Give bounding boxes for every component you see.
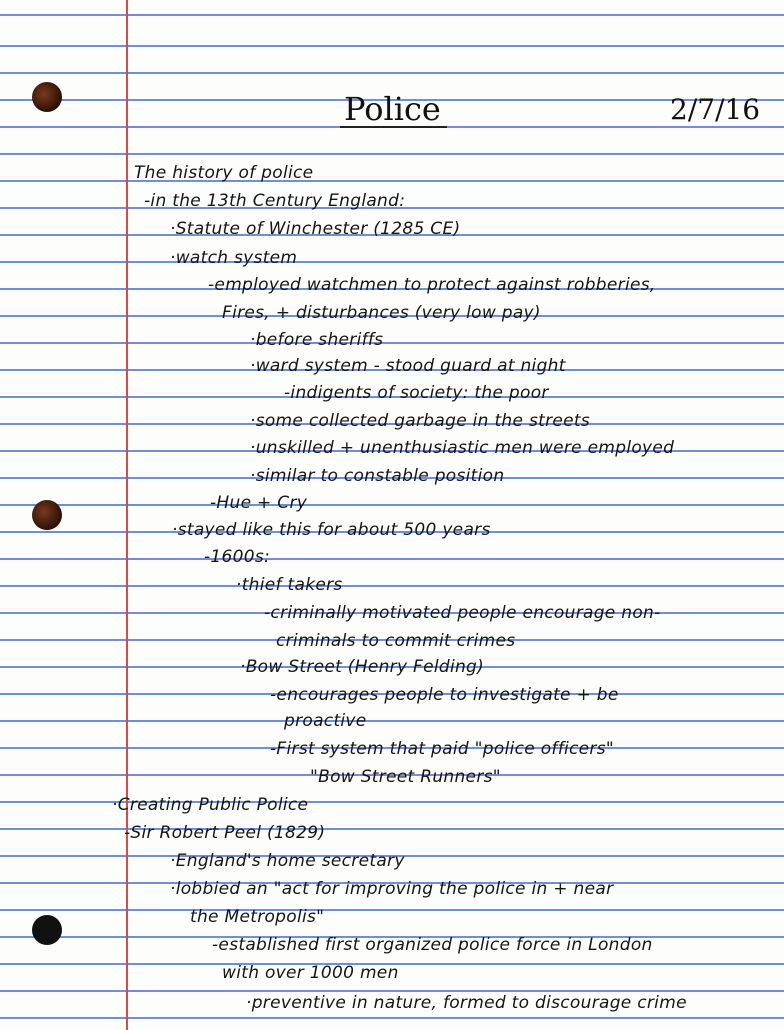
note-line: The history of police (134, 163, 314, 183)
note-line: ·similar to constable position (250, 466, 505, 486)
margin-line (126, 0, 128, 1030)
note-line: -indigents of society: the poor (284, 383, 549, 403)
note-line: ·Statute of Winchester (1285 CE) (170, 219, 461, 239)
note-line: ·before sheriffs (250, 330, 384, 350)
page-title: Police (340, 92, 447, 128)
note-line: -encourages people to investigate + be (270, 685, 619, 705)
note-line: -Hue + Cry (210, 493, 308, 513)
note-line: with over 1000 men (222, 963, 399, 983)
binder-hole-top (32, 82, 62, 112)
note-line: -First system that paid "police officers" (270, 739, 614, 759)
note-line: ·Creating Public Police (112, 795, 309, 815)
binder-hole-bottom (32, 915, 62, 945)
note-line: ·Bow Street (Henry Felding) (240, 657, 485, 677)
note-line: Fires, + disturbances (very low pay) (222, 303, 541, 323)
note-line: "Bow Street Runners" (310, 767, 501, 787)
note-line: ·watch system (170, 248, 298, 268)
note-line: ·thief takers (236, 575, 343, 595)
note-line: -established first organized police force in London (212, 935, 653, 955)
note-line: proactive (284, 711, 367, 731)
note-line: ·stayed like this for about 500 years (172, 520, 491, 540)
note-line: ·some collected garbage in the streets (250, 411, 591, 431)
note-line: -1600s: (204, 547, 271, 567)
note-line: criminals to commit crimes (276, 631, 516, 651)
note-line: ·unskilled + unenthusiastic men were employed (250, 438, 675, 458)
note-line: ·preventive in nature, formed to discourage crime (246, 993, 687, 1013)
page-date: 2/7/16 (670, 93, 761, 126)
note-line: ·ward system - stood guard at night (250, 356, 566, 376)
note-line: the Metropolis" (190, 907, 325, 927)
note-line: -employed watchmen to protect against robberies, (208, 275, 656, 295)
note-line: ·lobbied an "act for improving the police in + near (170, 879, 614, 899)
note-line: -Sir Robert Peel (1829) (124, 823, 326, 843)
note-line: -criminally motivated people encourage non- (264, 603, 661, 623)
binder-hole-middle (32, 500, 62, 530)
note-line: -in the 13th Century England: (144, 191, 406, 211)
note-line: ·England's home secretary (170, 851, 405, 871)
